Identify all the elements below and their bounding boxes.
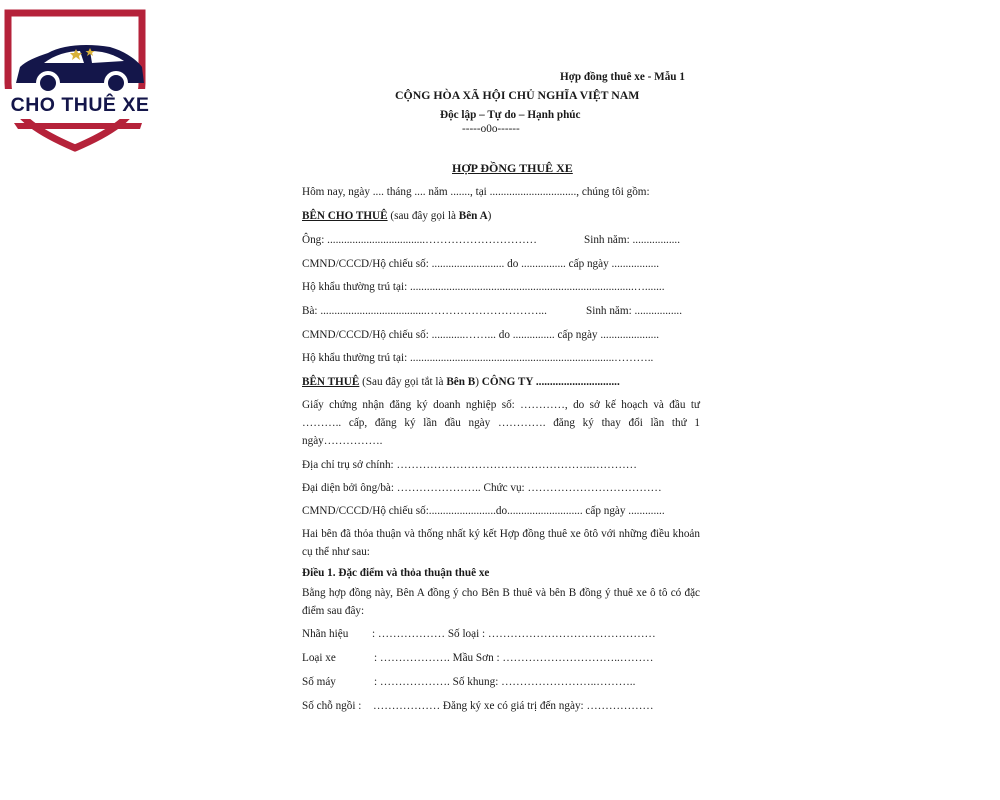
party-a-id-line-1: CMND/CCCD/Hộ chiếu số: .......................... do ................ cấp ngày ................. bbox=[302, 258, 660, 270]
article-1-intro: Bằng hợp đồng này, Bên A đồng ý cho Bên B thuê và bên B đồng ý thuê xe ô tô có đặc điểm sau đây: bbox=[302, 587, 700, 617]
party-a-ong-birth: Sinh năm: ................. bbox=[584, 234, 681, 246]
party-b-id-line: CMND/CCCD/Hộ chiếu số:........................do........................... cấp ngày ............. bbox=[302, 505, 665, 517]
party-a-residence-line-1: Hộ khẩu thường trú tại: ................................................................................…....... bbox=[302, 281, 665, 293]
vehicle-row-engine-label: Số máy bbox=[302, 676, 336, 688]
party-b-representative: Đại diện bởi ông/bà: ………………….. Chức vụ: ……………………………… bbox=[302, 482, 662, 494]
article-1-heading: Điều 1. Đặc điểm và thỏa thuận thuê xe bbox=[302, 567, 490, 579]
separator: -----o0o------ bbox=[462, 123, 520, 135]
vehicle-row-type-value: : ………………. Mầu Sơn : …………………………..……… bbox=[374, 652, 654, 664]
shield-car-icon bbox=[0, 5, 158, 155]
party-a-ba-line: Bà: ......................................…………………………... bbox=[302, 305, 547, 317]
party-a-note-suffix: ) bbox=[487, 210, 492, 222]
logo bbox=[0, 5, 158, 155]
vehicle-row-brand-label: Nhãn hiệu bbox=[302, 628, 349, 640]
party-a-heading-line bbox=[302, 209, 491, 223]
party-b-note-prefix: (Sau đây gọi tắt là bbox=[359, 376, 447, 388]
form-label: Hợp đồng thuê xe - Mẫu 1 bbox=[560, 71, 685, 83]
party-a-ong-line: Ông: ...................................………………………… bbox=[302, 234, 537, 246]
intro-line: Hôm nay, ngày .... tháng .... năm ......., tại ..............................., chúng tôi gồm: bbox=[302, 186, 650, 198]
contract-title: HỢP ĐỒNG THUÊ XE bbox=[452, 161, 573, 175]
vehicle-row-engine-value: : ………………. Số khung: ……………………..……….. bbox=[374, 676, 636, 688]
vehicle-row-type-label: Loại xe bbox=[302, 652, 336, 664]
party-b-company: CÔNG TY .............................. bbox=[481, 376, 620, 388]
party-b-heading: BÊN THUÊ bbox=[302, 376, 360, 388]
party-b-license: Giấy chứng nhận đăng ký doanh nghiệp số: …………, do sở kế hoạch và đầu tư ……….. cấp, đăng ký lần đầu ngày …………. đăng ký thay đổi lần thứ 1 ngày……………. bbox=[302, 399, 700, 447]
agreement-paragraph: Hai bên đã thỏa thuận và thống nhất ký kết Hợp đồng thuê xe ôtô với những điều khoản cụ thể như sau: bbox=[302, 528, 700, 558]
party-b-address: Địa chỉ trụ sở chính: ……………………………………………..………… bbox=[302, 459, 637, 471]
party-b-note-suffix: ) bbox=[475, 376, 482, 388]
party-a-ba-birth: Sinh năm: ................. bbox=[586, 305, 683, 317]
vehicle-row-seats-label: Số chỗ ngồi : bbox=[302, 700, 362, 712]
party-a-id-line-2: CMND/CCCD/Hộ chiếu số: ............……... do ............... cấp ngày ..................... bbox=[302, 329, 660, 341]
party-a-note-prefix: (sau đây gọi là bbox=[387, 210, 459, 222]
party-a-note-name: Bên A bbox=[458, 210, 488, 222]
nation-title: CỘNG HÒA XÃ HỘI CHỦ NGHĨA VIỆT NAM bbox=[395, 88, 640, 102]
party-b-heading-line bbox=[302, 375, 620, 389]
motto: Độc lập – Tự do – Hạnh phúc bbox=[440, 109, 581, 121]
vehicle-row-brand-value: : ……………… Số loại : ……………………………………… bbox=[372, 628, 656, 640]
logo-text: CHO THUÊ XE bbox=[10, 94, 150, 116]
party-a-residence-line-2: Hộ khẩu thường trú tại: .........................................................................……….. bbox=[302, 352, 654, 364]
vehicle-row-seats-value: ……………… Đăng ký xe có giá trị đến ngày: ……………… bbox=[373, 700, 654, 712]
party-a-heading: BÊN CHO THUÊ bbox=[302, 210, 388, 222]
party-b-note-name: Bên B bbox=[446, 376, 476, 388]
